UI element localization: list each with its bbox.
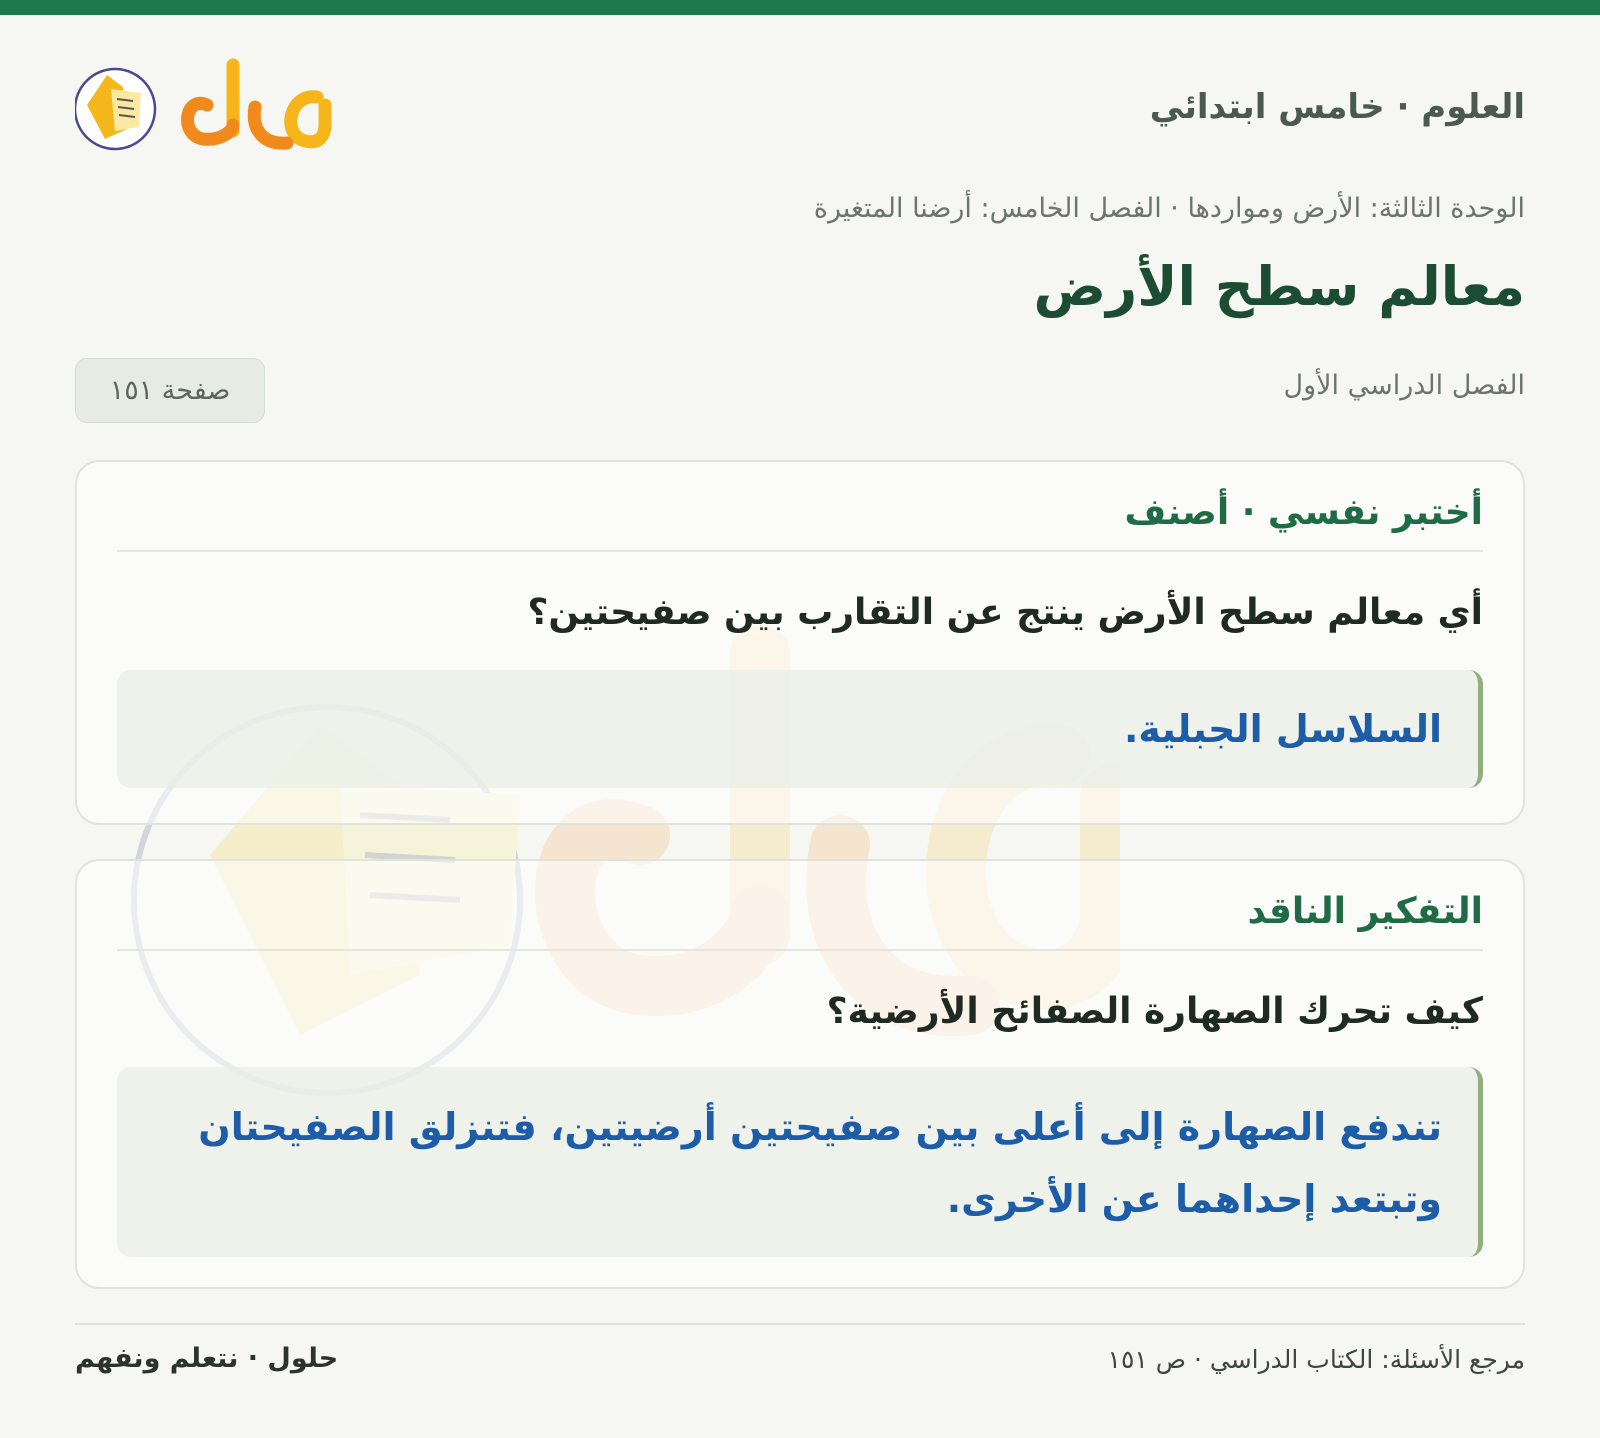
answer-text: السلاسل الجبلية. [1123, 707, 1442, 751]
answer-text: تندفع الصهارة إلى أعلى بين صفيحتين أرضيتين، فتنزلق الصفيحتان وتبتعد إحداهما عن الأخرى. [198, 1105, 1442, 1221]
footer-reference: مرجع الأسئلة: الكتاب الدراسي · ص ١٥١ [1107, 1345, 1525, 1374]
question-card [75, 859, 1525, 1289]
question-card [75, 460, 1525, 825]
page-content [75, 15, 1525, 1374]
question-text: أي معالم سطح الأرض ينتج عن التقارب بين صفيحتين؟ [527, 592, 1483, 633]
subject-grade-label: العلوم · خامس ابتدائي [1149, 87, 1525, 127]
hulul-logo[interactable] [75, 53, 337, 173]
card-header [117, 492, 1483, 552]
footer-divider [75, 1323, 1525, 1325]
answer-box [117, 670, 1483, 788]
card-header [117, 891, 1483, 951]
answer-box [117, 1067, 1483, 1257]
page-number-badge: صفحة ١٥١ [75, 358, 265, 423]
question-text: كيف تحرك الصهارة الصفائح الأرضية؟ [826, 991, 1483, 1032]
footer-slogan: حلول · نتعلم ونفهم [75, 1343, 339, 1374]
card-header-title: أختبر نفسي · أصنف [1124, 492, 1483, 533]
semester-label: الفصل الدراسي الأول [1283, 370, 1525, 401]
breadcrumb: الوحدة الثالثة: الأرض ومواردها · الفصل الخامس: أرضنا المتغيرة [813, 193, 1525, 224]
top-accent-bar [0, 0, 1600, 15]
card-header-title: التفكير الناقد [1247, 891, 1483, 932]
page-header [75, 15, 1525, 175]
page-title: معالم سطح الأرض [1033, 255, 1525, 318]
